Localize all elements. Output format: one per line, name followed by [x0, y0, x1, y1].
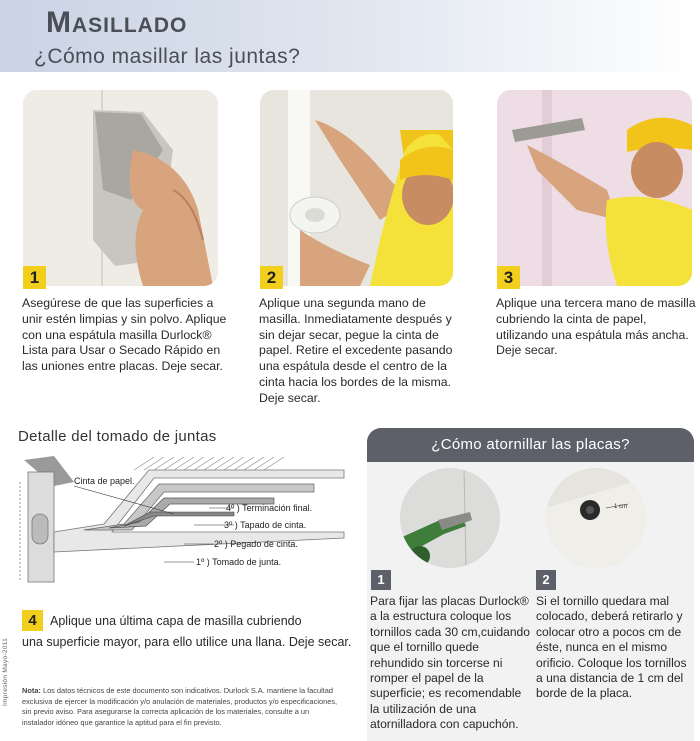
step-1-photo — [23, 90, 218, 286]
step-1-badge: 1 — [23, 266, 46, 289]
layer-label-4: 4º ) Terminación final. — [226, 503, 313, 513]
step-4-text-line2: una superficie mayor, para ello utilice una llana. Deje secar. — [22, 635, 352, 649]
step-3-text: Aplique una tercera mano de masilla cubriendo la cinta de papel, utilizando una espátula más ancha. Deje secar. — [496, 296, 696, 358]
layer-label-3: 3º ) Tapado de cinta. — [224, 520, 307, 530]
footnote — [22, 686, 342, 728]
step-2-badge: 2 — [260, 266, 283, 289]
screw-item-2-badge: 2 — [536, 570, 556, 590]
footnote-label: Nota: — [22, 686, 41, 695]
screw-item-1-text: Para fijar las placas Durlock® a la estructura coloque los tornillos cada 30 cm,cuidando que el tornillo quede rehundido sin torcerse ni romper el papel de la superficie; es recomendable la utilización de una atornilladora con capuchón. — [370, 594, 531, 732]
ruler-label: 1 cm — [614, 504, 628, 510]
step-1-text: Asegúrese de que las superficies a unir estén limpias y sin polvo. Aplique con una espátula masilla Durlock® Lista para Usar o Secado Rápido en las uniones entre placas. Deje secar. — [22, 296, 227, 374]
step-3-photo — [497, 90, 692, 286]
screw-panel-title: ¿Cómo atornillar las placas? — [367, 428, 694, 462]
screw-item-1-badge: 1 — [371, 570, 391, 590]
tape-label: Cinta de papel. — [74, 476, 135, 486]
step-2-text: Aplique una segunda mano de masilla. Inmediatamente después y sin dejar secar, pegue la cinta de papel. Retire el excedente pasando una espátula desde el centro de la cinta hacia los bordes de la misma. Deje secar. — [259, 296, 453, 405]
screw-photo-1 — [400, 468, 500, 568]
footnote-text: Los datos técnicos de este documento son indicativos. Durlock S.A. mantiene la facultad exclusiva de ejercer la modificación y/o anulación de materiales, productos y/o especificaciones, sin previo aviso. Para asegurarse la correcta aplicación de los materiales, consulte a un instalador idóneo que garantice la aptitud para el fin previsto. — [22, 686, 338, 727]
step-2-photo — [260, 90, 453, 286]
page-subtitle: ¿Cómo masillar las juntas? — [34, 45, 301, 68]
detail-title: Detalle del tomado de juntas — [18, 428, 217, 445]
joint-detail-diagram — [14, 452, 354, 584]
screw-photo-2 — [546, 468, 646, 568]
page-title: Masillado — [46, 6, 188, 39]
step-4-badge: 4 — [22, 610, 43, 631]
step-4-text-line1: Aplique una última capa de masilla cubriendo — [50, 614, 302, 628]
print-date: Impresión Mayo-2011 — [2, 637, 9, 706]
layer-label-2: 2º ) Pegado de cinta. — [214, 539, 298, 549]
step-3-badge: 3 — [497, 266, 520, 289]
layer-label-1: 1º ) Tomado de junta. — [196, 557, 282, 567]
screw-item-2-text: Si el tornillo quedara mal colocado, deberá retirarlo y colocar otro a pocos cm de éste, nunca en el mismo orificio. Coloque los tornillos a una distancia de 1 cm del borde de la placa. — [536, 594, 687, 701]
